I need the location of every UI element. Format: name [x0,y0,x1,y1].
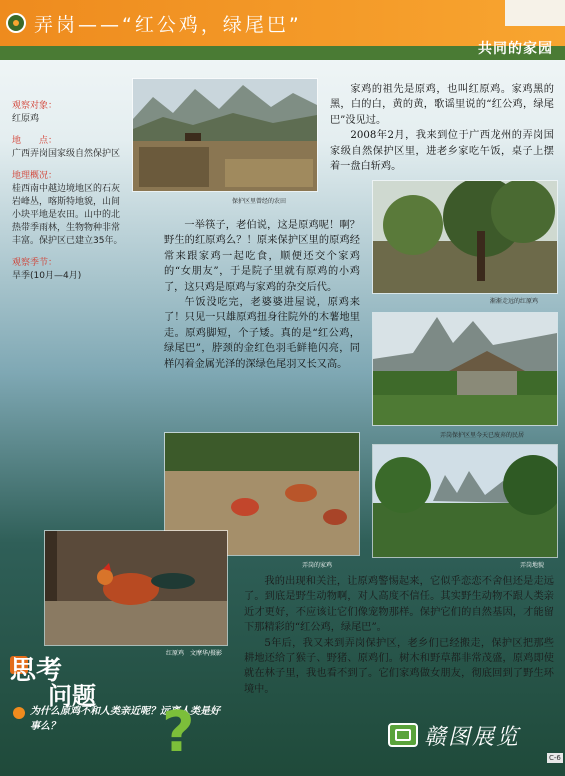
caption-forest: 弄岗地貌 [520,562,545,569]
question-mark-icon: ? [162,700,195,765]
paragraph: 家鸡的祖先是原鸡，也叫红原鸡。家鸡黑的黑，白的白，黄的黄，歌谣里说的“红公鸡，绿尾巴”没见过。 [330,84,554,126]
caption-rooster: 红原鸡 文摩华/摄影 [166,650,223,657]
body-text-2 [244,574,554,697]
page-number: C-6 [549,754,561,762]
article-title: 弄岗——“红公鸡，绿尾巴” [34,14,302,36]
section-name: 共同的家园 [478,41,553,57]
header-band [0,41,565,60]
paragraph: 一举筷子，老伯说，这是原鸡呢！啊？野生的红原鸡么？！原来保护区里的原鸡经常来跟家鸡一起吃食，顺便还交个家鸡的“女朋友”，于是院子里就有原鸡的小鸡了，这只鸡是原鸡与家鸡的杂交后代。 [164,220,360,293]
book-logo-icon [388,723,418,747]
caption-chickens: 弄岗的家鸡 [302,562,333,569]
observation-target-label: 观察对象： [12,101,58,111]
season-label: 观察季节： [12,258,58,268]
paragraph: 我的出现和关注，让原鸡警惕起来，它似乎恋恋不舍但还是走远了。到底是野生动物啊，对人高度不信任。其实野生动物不跟人类亲近才更好，不应该让它们像宠物那样。保护它们的自然基因，才能留下那精彩的“红公鸡，绿尾巴”。 [244,576,554,634]
photo-rooster [44,530,228,646]
intro-text [330,82,554,174]
paragraph: 2008年2月，我来到位于广西龙州的弄岗国家级自然保护区里，进老乡家吃午饭，桌子上摆着一盘白斩鸡。 [330,130,554,173]
photo-woodland [372,444,558,558]
caption-hut: 弄岗保护区里今天已废弃的民居 [440,432,525,439]
paragraph: 午饭没吃完，老婆婆进屋说，原鸡来了！只见一只雄原鸡扭身往院外的木薯地里走。原鸡脚短，个子矮。真的是“红公鸡，绿尾巴”，脖颈的金红色羽毛鲜艳闪亮，同样闪着金属光泽的深绿色尾羽又长又高。 [164,297,360,370]
photo-abandoned-hut [372,312,558,426]
caption-red-junglefowl: 渐渐走远的红原鸡 [490,298,539,305]
photo-tree-forest [372,180,558,294]
location-label: 地 点： [12,136,58,146]
circle-bullet-icon [6,13,26,33]
paragraph: 5年后，我又来到弄岗保护区，老乡们已经搬走，保护区把那些耕地还给了猴子、野猪、原鸡们。树木和野草都非常茂盛，原鸡即使就在林子里，我也看不到了。它们家鸡做女朋友，彻底回到了野生环境中。 [244,637,554,695]
observation-target-value: 红原鸡 [12,114,40,124]
think-char-1: 思考 [10,656,63,686]
info-sidebar [12,100,124,283]
geography-label: 地理概况： [12,171,58,181]
caption-farmland: 保护区里曾经的农田 [232,198,287,205]
location-value: 广西弄岗国家级自然保护区 [12,149,121,159]
geography-value: 桂西南中越边境地区的石灰岩峰丛，喀斯特地貌，山间小块平地是农田。山中的北热带季雨林，生物物种非常丰富。保护区已建立35年。 [12,184,123,246]
discussion-question: 为什么原鸡不和人类亲近呢？远离人类是好事么？ [30,706,220,732]
season-value: 旱季(10月—4月) [12,271,82,281]
photo-farmland [132,78,318,192]
exhibition-logo-text: 赣图展览 [424,725,521,750]
header-corner [505,0,565,26]
think-char-2: 问题 [48,681,96,710]
orange-dot-icon [13,707,25,719]
body-text-1 [164,218,360,372]
